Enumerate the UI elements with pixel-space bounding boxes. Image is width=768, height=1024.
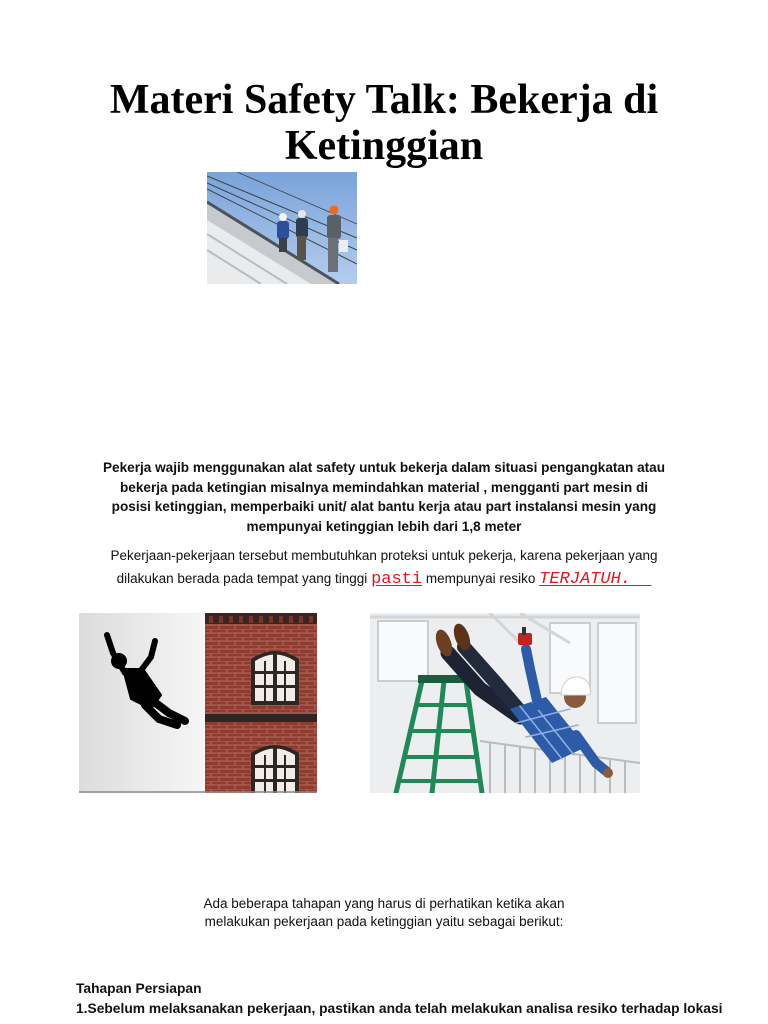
stages-intro-line: melakukan pekerjaan pada ketinggian yaitu sebagai berikut: [204,913,564,929]
intro-line: mempunyai ketinggian lebih dari 1,8 meter [246,518,522,534]
highlight-pasti: pasti [371,570,423,589]
falling-silhouette-building-image [79,613,317,793]
protection-line-2-middle: mempunyai resiko [425,571,536,586]
workers-at-height-photo [207,172,357,284]
intro-line: Pekerja wajib menggunakan alat safety untuk bekerja dalam situasi pengangkatan atau [102,460,666,475]
page-title [0,77,768,169]
intro-line: posisi ketinggian, memperbaiki unit/ alat bantu kerja atau part instalansi mesin yang [111,499,657,514]
stages-intro-paragraph [0,895,768,930]
protection-line-2 [0,566,768,593]
page-title-line-1: Materi Safety Talk: Bekerja di [109,77,659,123]
stages-intro-line: Ada beberapa tahapan yang harus di perhatikan ketika akan [203,896,565,911]
highlight-terjatuh-text: TERJATUH. [539,570,631,589]
intro-paragraph [0,458,768,536]
ladder-fall-photo [370,613,640,793]
section-heading: Tahapan Persiapan [76,981,202,996]
protection-line-1: Pekerjaan-pekerjaan tersebut membutuhkan proteksi untuk pekerja, karena pekerjaan yang [110,548,658,563]
protection-line-2-prefix: dilakukan berada pada tempat yang tinggi [116,571,368,586]
highlight-terjatuh [539,570,651,589]
protection-paragraph [0,546,768,593]
intro-line: bekerja pada ketingian misalnya memindahkan material , mengganti part mesin di [119,479,649,495]
page-title-line-2: Ketinggian [284,123,484,169]
section-item-1: 1.Sebelum melaksanakan pekerjaan, pastikan anda telah melakukan analisa resiko terhadap lokasi [76,1001,723,1016]
